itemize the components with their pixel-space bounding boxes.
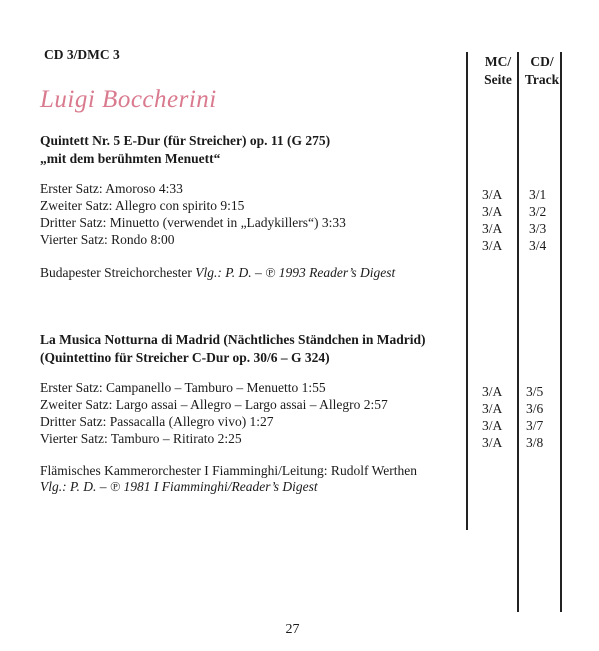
work-1-performer: Budapester Streichorchester [40, 265, 192, 280]
cd-column-header [519, 53, 565, 89]
work-1-movement-1: Erster Satz: Amoroso 4:33 [40, 181, 183, 196]
cd-sub-label: Track [524, 72, 560, 87]
work-1-mc-1: 3/A [482, 187, 503, 202]
work-2-cd-3: 3/7 [526, 418, 544, 433]
work-2-mc-1: 3/A [482, 384, 503, 399]
work-2-title-line-2: (Quintettino für Streicher C-Dur op. 30/6 – G 324) [40, 350, 330, 365]
mc-column-header [476, 53, 520, 89]
work-2-movement-3: Dritter Satz: Passacalla (Allegro vivo) 1:27 [40, 414, 274, 429]
column-rule-middle [517, 52, 519, 612]
work-1-movement-2: Zweiter Satz: Allegro con spirito 9:15 [40, 198, 245, 213]
work-1-cd-2: 3/2 [529, 204, 547, 219]
cd-label-col: CD/ [530, 54, 554, 69]
work-2-movement-4: Vierter Satz: Tamburo – Ritirato 2:25 [40, 431, 242, 446]
work-2-movement-1: Erster Satz: Campanello – Tamburo – Menuetto 1:55 [40, 380, 326, 395]
work-2-performer: Flämisches Kammerorchester I Fiamminghi/Leitung: Rudolf Werthen [40, 463, 417, 478]
work-1-performer-line [40, 265, 395, 281]
work-1-movement-3: Dritter Satz: Minuetto (verwendet in „Ladykillers“) 3:33 [40, 215, 346, 230]
composer-name: Luigi Boccherini [40, 86, 217, 113]
work-1-credit: Vlg.: P. D. – ℗ 1993 Reader’s Digest [195, 265, 396, 280]
work-1-title-line-1: Quintett Nr. 5 E-Dur (für Streicher) op. 11 (G 275) [40, 133, 331, 148]
column-rule-right [560, 52, 562, 612]
work-1-movement-4: Vierter Satz: Rondo 8:00 [40, 232, 175, 247]
work-2-cd-4: 3/8 [526, 435, 544, 450]
work-1-cd-1: 3/1 [529, 187, 547, 202]
mc-sub-label: Seite [484, 72, 512, 87]
work-1-title-line-2: „mit dem berühmten Menuett“ [40, 151, 221, 166]
work-2-movement-2: Zweiter Satz: Largo assai – Allegro – Largo assai – Allegro 2:57 [40, 397, 388, 412]
work-1-cd-4: 3/4 [529, 238, 547, 253]
work-2-title-line-1: La Musica Notturna di Madrid (Nächtliches Ständchen in Madrid) [40, 332, 426, 347]
work-2-cd-2: 3/6 [526, 401, 544, 416]
work-1-mc-3: 3/A [482, 221, 503, 236]
work-2-mc-4: 3/A [482, 435, 503, 450]
work-2-cd-1: 3/5 [526, 384, 544, 399]
work-1-cd-3: 3/3 [529, 221, 547, 236]
work-2-credit: Vlg.: P. D. – ℗ 1981 I Fiamminghi/Reader’s Digest [40, 479, 318, 494]
column-rule-left [466, 52, 468, 530]
work-2-mc-2: 3/A [482, 401, 503, 416]
work-1-mc-4: 3/A [482, 238, 503, 253]
page-number: 27 [285, 622, 300, 637]
work-2-mc-3: 3/A [482, 418, 503, 433]
work-1-mc-2: 3/A [482, 204, 503, 219]
mc-label: MC/ [484, 54, 512, 69]
cd-label: CD 3/DMC 3 [44, 47, 120, 62]
